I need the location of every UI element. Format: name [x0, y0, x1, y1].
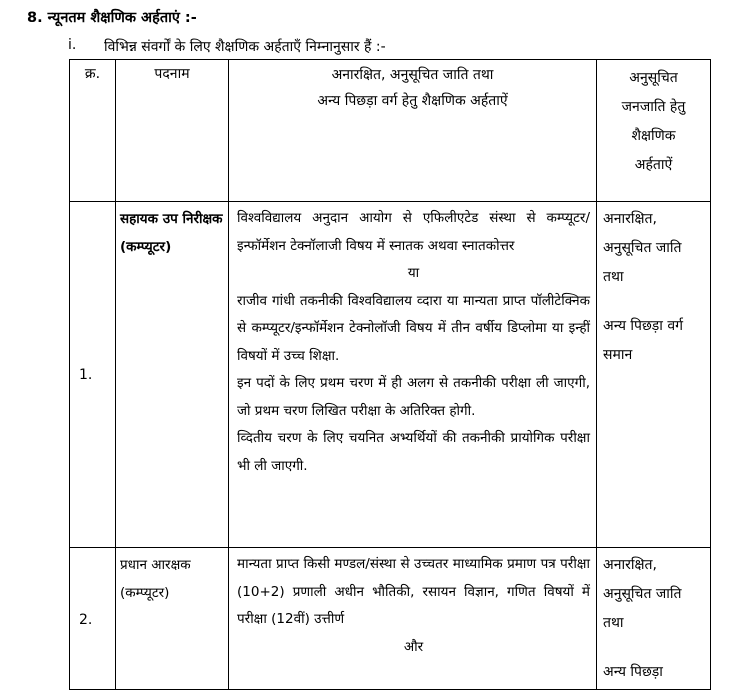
header-st-line2: जनजाति हेतु: [621, 99, 686, 115]
header-designation: पदनाम: [116, 60, 229, 202]
header-general-line2: अन्य पिछड़ा वर्ग हेतु शैक्षणिक अर्हताऐं: [317, 93, 508, 109]
header-st-line3: शैक्षणिक: [631, 128, 676, 144]
header-st-line4: अर्हताऐं: [634, 157, 673, 173]
eligibility-part1: अनारक्षित, अनुसूचित जाति तथा: [603, 557, 682, 631]
qualification-text: मान्यता प्राप्त किसी मण्डल/संस्था से उच्चतर माध्यामिक प्रमाण पत्र परीक्षा (10+2) प्रणाली अधीन भौतिकी, रसायन विज्ञान, गणित विषयों में परीक्षा (12वीं) उत्तीर्ण: [237, 556, 590, 627]
row-eligibility: [597, 202, 711, 548]
row-qualification: [229, 202, 597, 548]
eligibility-part1: अनारक्षित, अनुसूचित जाति तथा: [603, 211, 682, 285]
qualification-text: विश्वविद्यालय अनुदान आयोग से एफिलीएटेड संस्था से कम्प्यूटर/इन्फॉर्मेशन टेक्नॉलाजी विषय में स्नातक अथवा स्नातकोत्तर: [237, 210, 590, 254]
row-designation: प्रधान आरक्षक (कम्प्यूटर): [116, 548, 229, 690]
eligibility-part2: अन्य पिछड़ा: [603, 664, 663, 680]
eligibility-part2: अन्य पिछड़ा वर्ग समान: [603, 318, 684, 363]
table-row: [70, 548, 711, 690]
section-heading: 8. न्यूनतम शैक्षणिक अर्हताएं :-: [27, 10, 197, 26]
sub-item-text: विभिन्न संवर्गों के लिए शैक्षणिक अर्हताएँ निम्नानुसार हैं :-: [104, 39, 386, 55]
row-designation: सहायक उप निरीक्षक (कम्प्यूटर): [116, 202, 229, 548]
row-serial: 2.: [70, 548, 116, 690]
table-header-row: [70, 60, 711, 202]
header-serial: क्र.: [70, 60, 116, 202]
qualification-note: व्दितीय चरण के लिए चयनित अभ्यर्थियों की तकनीकी प्रायोगिक परीक्षा भी ली जाएगी.: [237, 430, 590, 474]
qualification-and: और: [403, 638, 424, 655]
row-qualification: [229, 548, 597, 690]
header-st-line1: अनुसूचित: [629, 70, 678, 86]
row-eligibility: [597, 548, 711, 690]
header-st-qualification: [597, 60, 711, 202]
header-general-qualification: [229, 60, 597, 202]
qualification-text: राजीव गांधी तकनीकी विश्वविद्यालय व्दारा या मान्यता प्राप्त पॉलीटेक्निक से कम्प्यूटर/इन्फॉर्मेशन टेक्नोलॉजी विषय में तीन वर्षीय डिप्लोमा या इन्हीं विषयों में उच्च शिक्षा.: [237, 292, 590, 364]
sub-item-number: i.: [68, 37, 77, 53]
row-serial: 1.: [70, 202, 116, 548]
header-general-line1: अनारक्षित, अनुसूचित जाति तथा: [331, 67, 494, 83]
qualification-note: इन पदों के लिए प्रथम चरण में ही अलग से तकनीकी परीक्षा ली जाएगी, जो प्रथम चरण लिखित परीक्षा के अतिरिक्त होगी.: [237, 375, 590, 419]
qualification-table: [69, 59, 711, 690]
qualification-or: या: [407, 265, 420, 281]
table-row: [70, 202, 711, 548]
